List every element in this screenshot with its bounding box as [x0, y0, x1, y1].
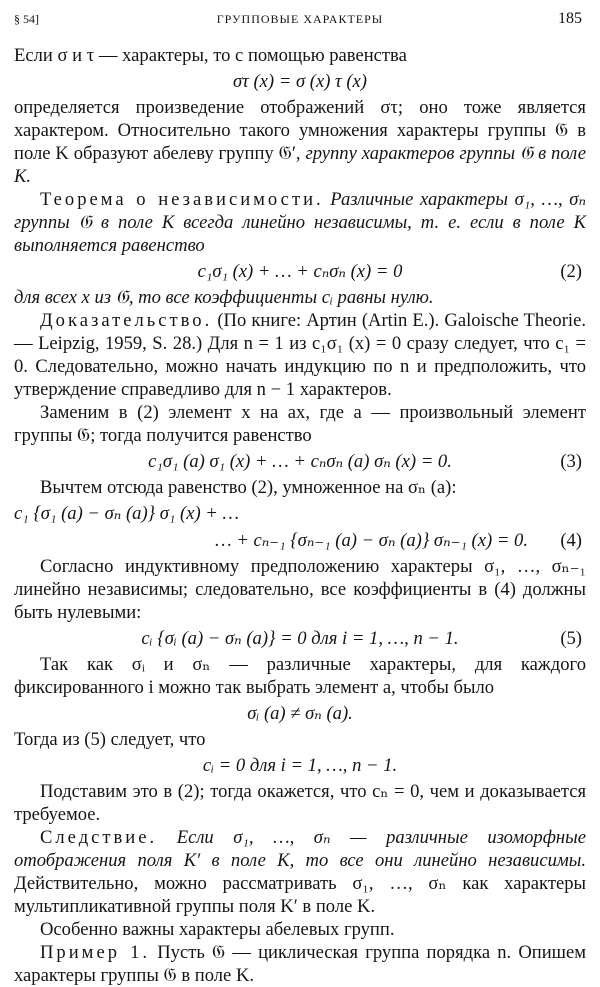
section-ref: § 54]	[14, 12, 39, 26]
theorem-heading: Теорема о независимости.	[40, 189, 324, 210]
example-heading: Пример 1.	[40, 942, 151, 963]
corollary-heading: Следствие.	[40, 827, 158, 848]
example-1	[14, 941, 586, 987]
equation-text: cᵢ {σᵢ (a) − σₙ (a)} = 0 для i = 1, …, n − 1.	[141, 628, 459, 649]
equation-4-first-line	[14, 501, 586, 526]
paragraph-then: Тогда из (5) следует, что	[14, 729, 206, 750]
equation-text: c₁σ₁ (a) σ₁ (x) + … + cₙσₙ (a) σₙ (x) = 0.	[148, 451, 452, 472]
corollary-body: Если σ₁, …, σₙ — различные изоморфные отображения поля K′ в поле K, то все они линейно независимы.	[14, 827, 586, 871]
paragraph-intro: Если σ и τ — характеры, то с помощью равенства	[14, 45, 407, 66]
running-header	[14, 10, 586, 30]
equation-product	[14, 69, 586, 94]
proof-heading: Доказательство.	[40, 310, 213, 331]
paragraph-induction: Согласно индуктивному предположению характеры σ₁, …, σₙ₋₁ линейно независимы; следовательно, все коэффициенты в (4) должны быть нулевыми:	[14, 556, 586, 623]
theorem-body: Различные характеры σ₁, …, σₙ группы 𝔊 в поле K всегда линейно независимы, т. е. если в поле K выполняется равенство	[14, 189, 586, 256]
equation-ci-zero	[14, 753, 586, 778]
paragraph-substitute: Подставим это в (2); тогда окажется, что cₙ = 0, чем и доказывается требуемое.	[14, 781, 586, 825]
proof	[14, 309, 586, 401]
equation-2	[14, 259, 586, 284]
paragraph-subtract: Вычтем отсюда равенство (2), умноженное на σₙ (a):	[40, 477, 457, 498]
paragraph-replace: Заменим в (2) элемент x на ax, где a — произвольный элемент группы 𝔊; тогда получится равенство	[14, 402, 586, 446]
page-number: 185	[558, 10, 582, 27]
equation-3	[14, 449, 586, 474]
corollary	[14, 826, 586, 918]
equation-number: (5)	[560, 628, 582, 649]
paragraph-since: Так как σᵢ и σₙ — различные характеры, для каждого фиксированного i можно так выбрать элемент a, чтобы было	[14, 654, 586, 698]
equation-4-second-line	[14, 528, 586, 553]
paragraph-product	[14, 96, 586, 188]
proof-body: (По книге: Артин (Artin E.). Galoische Theorie. — Leipzig, 1959, S. 28.) Для n = 1 из c₁σ₁ (x) = 0 сразу следует, что c₁ = 0. Следовательно, можно начать индукцию по n и предположить, что утверждение справедливо для n − 1 характеров.	[14, 310, 586, 400]
equation-text: c₁ {σ₁ (a) − σₙ (a)} σ₁ (x) + …	[14, 503, 240, 524]
equation-number: (3)	[560, 451, 582, 472]
paragraph-text: определяется произведение отображений στ; оно тоже является характером. Относительно такого умножения характеры группы 𝔊 в поле K образуют абелеву группу 𝔊′,	[14, 97, 586, 164]
equation-number: (2)	[560, 261, 582, 282]
theorem-tail: для всех x из 𝔊, то все коэффициенты cᵢ равны нулю.	[14, 287, 434, 308]
equation-text: στ (x) = σ (x) τ (x)	[233, 71, 367, 92]
theorem	[14, 188, 586, 257]
paragraph-italic: группу характеров группы 𝔊 в поле K.	[14, 143, 587, 187]
example-body: Пусть 𝔊 — циклическая группа порядка n. Опишем характеры группы 𝔊 в поле K.	[14, 942, 586, 986]
corollary-tail: Действительно, можно рассматривать σ₁, …, σₙ как характеры мультипликативной группы поля K′ в поле K.	[14, 873, 586, 917]
equation-number: (4)	[560, 530, 582, 551]
paragraph-abelian: Особенно важны характеры абелевых групп.	[40, 919, 395, 940]
equation-text: … + cₙ₋₁ {σₙ₋₁ (a) − σₙ (a)} σₙ₋₁ (x) = 0.	[215, 530, 528, 551]
equation-5	[14, 626, 586, 651]
equation-text: cᵢ = 0 для i = 1, …, n − 1.	[202, 755, 398, 776]
equation-text: σᵢ (a) ≠ σₙ (a).	[247, 703, 353, 724]
running-title: ГРУППОВЫЕ ХАРАКТЕРЫ	[216, 12, 384, 26]
page-body	[14, 44, 586, 987]
equation-inequality	[14, 701, 586, 726]
equation-text: c₁σ₁ (x) + … + cₙσₙ (x) = 0	[197, 261, 403, 282]
